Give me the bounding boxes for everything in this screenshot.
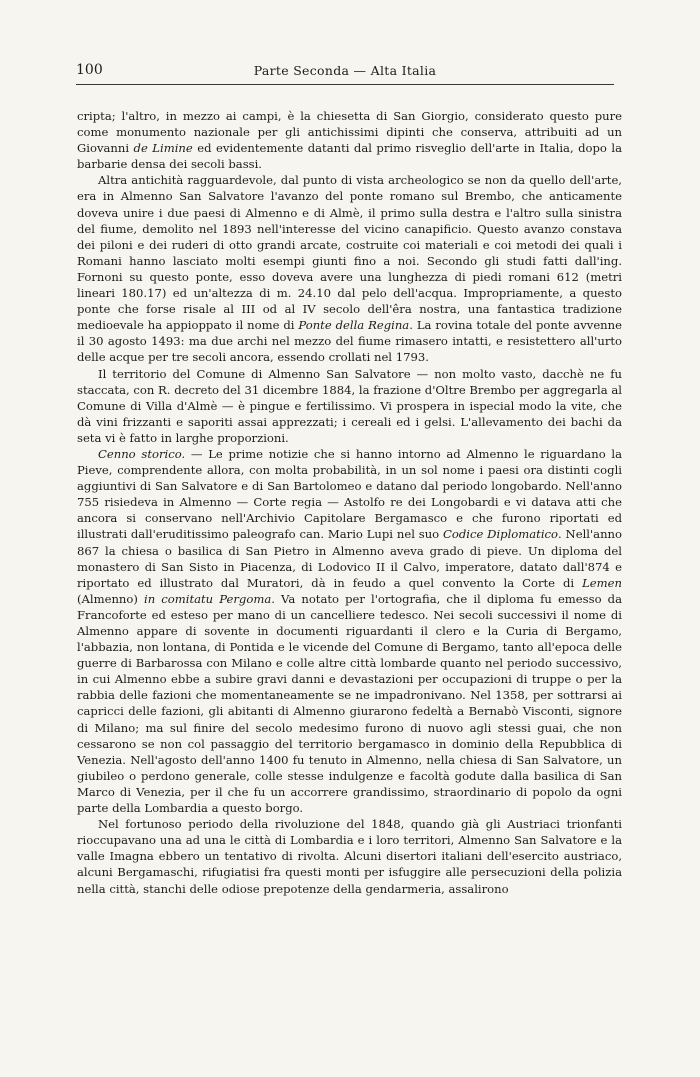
italic-text: in comitatu Pergoma (144, 591, 272, 606)
text-run: . La rovina totale del ponte avvenne il 30 agosto 1493: ma due archi nel mezzo del fiume rimasero intatti, e resistettero all'urto delle acque per tre secoli ancora, essendo crollati nel 1793. (77, 318, 622, 365)
text-run: Il territorio del Comune di Almenno San Salvatore — non molto vasto, dacchè ne fu staccata, con R. decreto del 31 dicembre 1884, la frazione d'Oltre Brembo per aggregarla al Comune di Villa d'Almè — è pingue e fertilissimo. Vi prospera in ispecial modo la vite, che dà vini frizzanti e saporiti assai apprezzati; i cereali ed i gelsi. L'allevamento dei bachi da seta vi è fatto in larghe proporzioni. (77, 366, 622, 445)
italic-text: Lemen (582, 575, 622, 590)
italic-text: Cenno storico. (98, 446, 186, 461)
page-header (76, 62, 614, 84)
paragraph (77, 366, 622, 446)
paragraph (77, 108, 622, 172)
paragraph (77, 446, 622, 816)
text-run: . Nell'anno 867 la chiesa o basilica di San Pietro in Almenno aveva grado di pieve. Un diploma del monastero di San Sisto in Piacenza, di Lodovico II il Calvo, imperatore, datato dall'874 e riportato ed illustrato dal Muratori, dà in feudo a quel convento la Corte di (77, 527, 622, 590)
paragraph (77, 172, 622, 365)
text-run: — Le prime notizie che si hanno intorno ad Almenno le riguardano la Pieve, comprendente allora, con molta probabilità, in un sol nome i paesi ora distinti cogli aggiuntivi di San Salvatore e di San Bartolomeo e datano dal periodo longobardo. Nell'anno 755 risiedeva in Almenno — Corte regia — Astolfo re dei Longobardi e vi datava atti che ancora si conservano nell'Archivio Capitolare Bergamasco e che furono riportati ed illustrati dall'eruditissimo paleografo can. Mario Lupi nel suo (77, 446, 623, 542)
italic-text: Ponte della Regina (298, 318, 410, 333)
italic-text: de Limine (133, 141, 193, 156)
body-text (77, 108, 622, 897)
text-run: cripta; l'altro, in mezzo ai campi, è la chiesetta di San Giorgio, considerato questo pure come monumento nazionale per gli antichissimi dipinti che conserva, attribuiti ad un Giovanni (77, 109, 622, 156)
page-number: 100 (76, 62, 103, 78)
paragraph (77, 816, 622, 896)
running-title: Parte Seconda — Alta Italia (253, 63, 437, 78)
text-run: Altra antichità ragguardevole, dal punto di vista archeologico se non da quello dell'arte, era in Almenno San Salvatore l'avanzo del ponte romano sul Brembo, che anticamente doveva unire i due paesi di Almenno e di Almè, il primo sulla destra e l'altro sulla sinistra del fiume, demolito nel 1893 nell'interesse del vicino canapificio. Questo avanzo constava dei piloni e dei ruderi di otto grandi arcate, costruite coi materiali e coi metodi dei quali i Romani hanno lasciato molti esempi giunti fino a noi. Secondo gli studi fatti dall'ing. Fornoni su questo ponte, esso doveva avere una lunghezza di piedi romani 612 (metri lineari 180.17) ed un'altezza di m. 24.10 dal pelo dell'acqua. Impropriamente, a questo ponte che forse risale al III od al IV secolo dell'êra nostra, una fantastica tradizione medioevale ha appioppato il nome di (77, 173, 622, 333)
text-run: ed evidentemente datanti dal primo risveglio dell'arte in Italia, dopo la barbarie densa dei secoli bassi. (77, 141, 623, 172)
text-run: (Almenno) (77, 591, 144, 606)
text-run: . Va notato per l'ortografia, che il diploma fu emesso da Francoforte ed esteso per mano di un cancelliere tedesco. Nei secoli successivi il nome di Almenno appare di sovente in documenti riguardanti il clero e la Curia di Bergamo, l'abbazia, non lontana, di Pontida e le vicende del Comune di Bergamo, tanto all'epoca delle guerre di Barbarossa con Milano e colle altre città lombarde quanto nel periodo successivo, in cui Almenno ebbe a subire gravi danni e devastazioni per occupazioni di truppe o per la rabbia delle fazioni che momentaneamente se ne impadronivano. Nel 1358, per sottrarsi ai capricci delle fazioni, gli abitanti di Almenno giurarono fedeltà a Bernabò Visconti, signore di Milano; ma sul finire del secolo medesimo furono di nuovo agli stessi guai, che non cessarono se non col passaggio del territorio bergamasco in dominio della Repubblica di Venezia. Nell'agosto dell'anno 1400 fu tenuto in Almenno, nella chiesa di San Salvatore, un giubileo o perdono generale, colle stesse indulgenze e facoltà godute dalla basilica di San Marco di Venezia, per il che fu un accorrere grandissimo, straordinario di popolo da ogni parte della Lombardia a questo borgo. (77, 591, 622, 816)
text-run: Nel fortunoso periodo della rivoluzione del 1848, quando già gli Austriaci trionfanti rioccupavano una ad una le città di Lombardia e i loro territori, Almenno San Salvatore e la valle Imagna ebbero un tentativo di rivolta. Alcuni disertori italiani dell'esercito austriaco, alcuni Bergamaschi, rifugiatisi fra questi monti per isfuggire alle persecuzioni della polizia nella città, stanchi delle odiose prepotenze della gendarmeria, assalirono (77, 817, 622, 896)
italic-text: Codice Diplomatico (442, 527, 559, 542)
header-rule (76, 84, 614, 85)
